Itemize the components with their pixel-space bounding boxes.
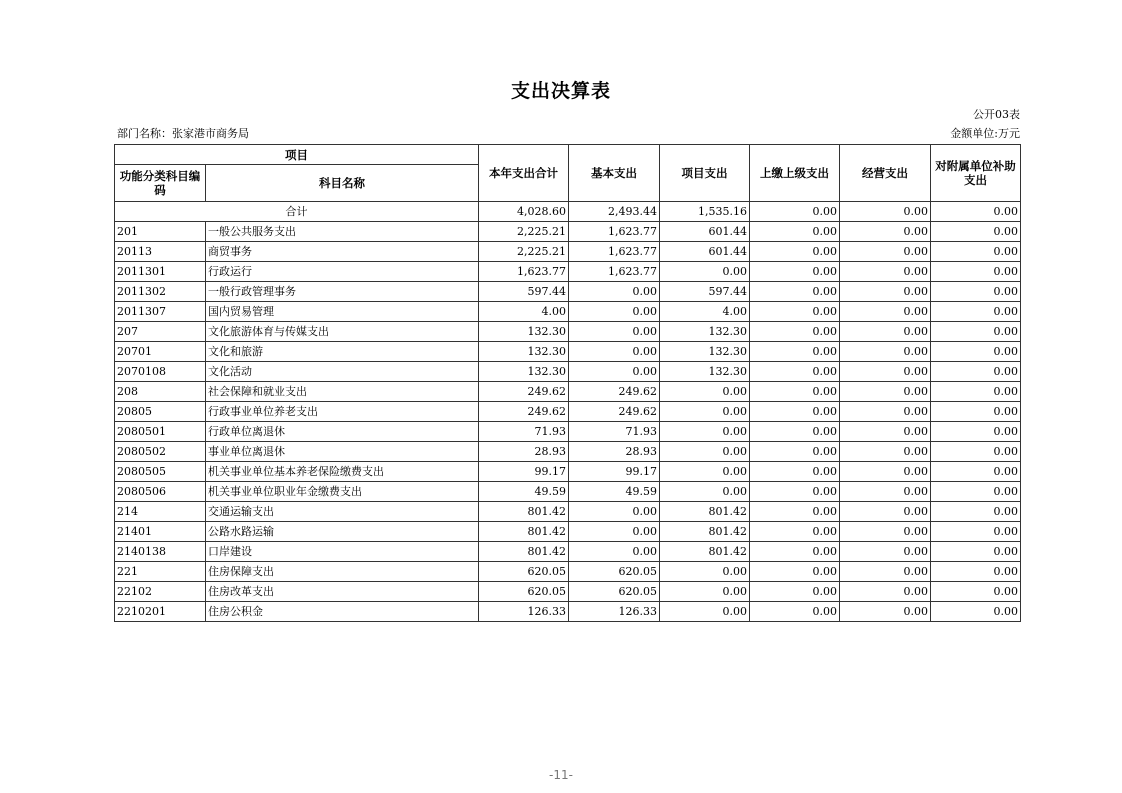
upper-level-cell: 0.00 xyxy=(750,262,840,282)
subject-name-cell: 文化和旅游 xyxy=(206,342,479,362)
function-code-cell: 2080506 xyxy=(115,482,206,502)
subsidiary-cell: 0.00 xyxy=(931,262,1021,282)
subsidiary-cell: 0.00 xyxy=(931,382,1021,402)
business-cell: 0.00 xyxy=(840,402,931,422)
business-cell: 0.00 xyxy=(840,342,931,362)
total-cell: 132.30 xyxy=(479,342,569,362)
business-cell: 0.00 xyxy=(840,542,931,562)
table-row xyxy=(115,222,1021,242)
subject-name-cell: 公路水路运输 xyxy=(206,522,479,542)
business-cell: 0.00 xyxy=(840,422,931,442)
total-cell: 249.62 xyxy=(479,402,569,422)
table-row xyxy=(115,582,1021,602)
subsidiary-cell: 0.00 xyxy=(931,522,1021,542)
business-cell: 0.00 xyxy=(840,522,931,542)
total-cell: 4.00 xyxy=(479,302,569,322)
basic-cell: 49.59 xyxy=(569,482,660,502)
subsidiary-cell: 0.00 xyxy=(931,242,1021,262)
business-cell: 0.00 xyxy=(840,262,931,282)
table-row xyxy=(115,422,1021,442)
subject-name-cell: 机关事业单位基本养老保险缴费支出 xyxy=(206,462,479,482)
subsidiary-cell: 0.00 xyxy=(931,322,1021,342)
business-cell: 0.00 xyxy=(840,462,931,482)
table-row xyxy=(115,542,1021,562)
project-cell: 0.00 xyxy=(660,462,750,482)
business-cell: 0.00 xyxy=(840,382,931,402)
business-cell: 0.00 xyxy=(840,582,931,602)
subject-name-cell: 行政运行 xyxy=(206,262,479,282)
project-cell: 601.44 xyxy=(660,242,750,262)
basic-cell: 28.93 xyxy=(569,442,660,462)
function-code-header: 功能分类科目编码 xyxy=(115,165,206,202)
page-title: 支出决算表 xyxy=(510,80,611,102)
function-code-cell: 221 xyxy=(115,562,206,582)
function-code-cell: 2080505 xyxy=(115,462,206,482)
table-row xyxy=(115,342,1021,362)
business-cell: 0.00 xyxy=(840,222,931,242)
table-row xyxy=(115,322,1021,342)
basic-cell: 0.00 xyxy=(569,502,660,522)
subsidiary-cell: 0.00 xyxy=(931,442,1021,462)
table-row xyxy=(115,602,1021,622)
function-code-cell: 214 xyxy=(115,502,206,522)
subsidiary-cell: 0.00 xyxy=(931,502,1021,522)
subject-name-cell: 事业单位离退休 xyxy=(206,442,479,462)
basic-cell: 0.00 xyxy=(569,362,660,382)
project-cell: 0.00 xyxy=(660,482,750,502)
total-cell: 71.93 xyxy=(479,422,569,442)
total-cell: 28.93 xyxy=(479,442,569,462)
upper-level-cell: 0.00 xyxy=(750,402,840,422)
function-code-cell: 2080501 xyxy=(115,422,206,442)
project-cell: 597.44 xyxy=(660,282,750,302)
total-cell: 0.00 xyxy=(840,202,931,222)
project-cell: 0.00 xyxy=(660,582,750,602)
upper-level-cell: 0.00 xyxy=(750,562,840,582)
function-code-cell: 20701 xyxy=(115,342,206,362)
subject-name-cell: 住房公积金 xyxy=(206,602,479,622)
function-code-cell: 22102 xyxy=(115,582,206,602)
table-row xyxy=(115,302,1021,322)
upper-level-cell: 0.00 xyxy=(750,242,840,262)
total-cell: 126.33 xyxy=(479,602,569,622)
project-cell: 0.00 xyxy=(660,602,750,622)
basic-cell: 0.00 xyxy=(569,282,660,302)
total-cell: 1,535.16 xyxy=(660,202,750,222)
basic-expenditure-header: 基本支出 xyxy=(569,145,660,202)
subject-name-cell: 住房改革支出 xyxy=(206,582,479,602)
basic-cell: 0.00 xyxy=(569,322,660,342)
subject-name-cell: 国内贸易管理 xyxy=(206,302,479,322)
upper-level-cell: 0.00 xyxy=(750,302,840,322)
function-code-cell: 2011307 xyxy=(115,302,206,322)
function-code-cell: 2011301 xyxy=(115,262,206,282)
subsidiary-cell: 0.00 xyxy=(931,302,1021,322)
form-number: 公开03表 xyxy=(973,108,1020,121)
basic-cell: 1,623.77 xyxy=(569,262,660,282)
upper-level-cell: 0.00 xyxy=(750,322,840,342)
function-code-cell: 2080502 xyxy=(115,442,206,462)
basic-cell: 620.05 xyxy=(569,562,660,582)
subject-name-cell: 机关事业单位职业年金缴费支出 xyxy=(206,482,479,502)
amount-unit-label: 金额单位:万元 xyxy=(950,127,1020,140)
basic-cell: 249.62 xyxy=(569,382,660,402)
subject-name-cell: 交通运输支出 xyxy=(206,502,479,522)
function-code-cell: 20113 xyxy=(115,242,206,262)
table-row xyxy=(115,242,1021,262)
total-cell: 132.30 xyxy=(479,362,569,382)
table-row xyxy=(115,502,1021,522)
table-row xyxy=(115,262,1021,282)
table-row xyxy=(115,282,1021,302)
total-expenditure-header: 本年支出合计 xyxy=(479,145,569,202)
subsidiary-cell: 0.00 xyxy=(931,422,1021,442)
subsidiary-cell: 0.00 xyxy=(931,402,1021,422)
subject-name-cell: 行政事业单位养老支出 xyxy=(206,402,479,422)
subject-name-cell: 文化活动 xyxy=(206,362,479,382)
upper-level-cell: 0.00 xyxy=(750,542,840,562)
project-cell: 132.30 xyxy=(660,322,750,342)
page-number: -11- xyxy=(549,768,573,782)
basic-cell: 71.93 xyxy=(569,422,660,442)
function-code-cell: 2070108 xyxy=(115,362,206,382)
total-cell: 99.17 xyxy=(479,462,569,482)
upper-level-cell: 0.00 xyxy=(750,282,840,302)
basic-cell: 249.62 xyxy=(569,402,660,422)
subsidiary-cell: 0.00 xyxy=(931,222,1021,242)
total-cell: 249.62 xyxy=(479,382,569,402)
total-cell: 132.30 xyxy=(479,322,569,342)
total-cell: 620.05 xyxy=(479,582,569,602)
function-code-cell: 2011302 xyxy=(115,282,206,302)
project-header: 项目 xyxy=(115,145,479,165)
subject-name-cell: 一般行政管理事务 xyxy=(206,282,479,302)
basic-cell: 0.00 xyxy=(569,342,660,362)
upper-level-cell: 0.00 xyxy=(750,602,840,622)
basic-cell: 1,623.77 xyxy=(569,222,660,242)
total-cell: 2,225.21 xyxy=(479,242,569,262)
total-label: 合计 xyxy=(115,202,479,222)
total-cell: 801.42 xyxy=(479,502,569,522)
subject-name-cell: 文化旅游体育与传媒支出 xyxy=(206,322,479,342)
subject-name-cell: 行政单位离退休 xyxy=(206,422,479,442)
business-cell: 0.00 xyxy=(840,482,931,502)
upper-level-cell: 0.00 xyxy=(750,362,840,382)
total-cell: 49.59 xyxy=(479,482,569,502)
project-cell: 0.00 xyxy=(660,442,750,462)
basic-cell: 0.00 xyxy=(569,522,660,542)
upper-level-cell: 0.00 xyxy=(750,442,840,462)
upper-level-expenditure-header: 上缴上级支出 xyxy=(750,145,840,202)
project-cell: 0.00 xyxy=(660,402,750,422)
basic-cell: 1,623.77 xyxy=(569,242,660,262)
subsidiary-expenditure-header: 对附属单位补助支出 xyxy=(931,145,1021,202)
subsidiary-cell: 0.00 xyxy=(931,462,1021,482)
business-cell: 0.00 xyxy=(840,442,931,462)
subsidiary-cell: 0.00 xyxy=(931,562,1021,582)
business-expenditure-header: 经营支出 xyxy=(840,145,931,202)
subsidiary-cell: 0.00 xyxy=(931,602,1021,622)
upper-level-cell: 0.00 xyxy=(750,422,840,442)
total-cell: 2,225.21 xyxy=(479,222,569,242)
upper-level-cell: 0.00 xyxy=(750,222,840,242)
subsidiary-cell: 0.00 xyxy=(931,582,1021,602)
basic-cell: 126.33 xyxy=(569,602,660,622)
table-row xyxy=(115,402,1021,422)
subsidiary-cell: 0.00 xyxy=(931,282,1021,302)
table-row xyxy=(115,522,1021,542)
basic-cell: 620.05 xyxy=(569,582,660,602)
business-cell: 0.00 xyxy=(840,322,931,342)
total-cell: 801.42 xyxy=(479,522,569,542)
basic-cell: 0.00 xyxy=(569,302,660,322)
subject-name-cell: 口岸建设 xyxy=(206,542,479,562)
subsidiary-cell: 0.00 xyxy=(931,482,1021,502)
subsidiary-cell: 0.00 xyxy=(931,542,1021,562)
subject-name-cell: 社会保障和就业支出 xyxy=(206,382,479,402)
business-cell: 0.00 xyxy=(840,302,931,322)
project-cell: 0.00 xyxy=(660,382,750,402)
project-cell: 0.00 xyxy=(660,562,750,582)
subject-name-header: 科目名称 xyxy=(206,165,479,202)
total-cell: 1,623.77 xyxy=(479,262,569,282)
project-cell: 132.30 xyxy=(660,342,750,362)
table-row xyxy=(115,362,1021,382)
basic-cell: 0.00 xyxy=(569,542,660,562)
business-cell: 0.00 xyxy=(840,242,931,262)
function-code-cell: 208 xyxy=(115,382,206,402)
basic-cell: 99.17 xyxy=(569,462,660,482)
upper-level-cell: 0.00 xyxy=(750,582,840,602)
function-code-cell: 20805 xyxy=(115,402,206,422)
department-label: 部门名称：张家港市商务局 xyxy=(117,127,249,140)
upper-level-cell: 0.00 xyxy=(750,342,840,362)
function-code-cell: 21401 xyxy=(115,522,206,542)
project-expenditure-header: 项目支出 xyxy=(660,145,750,202)
total-cell: 0.00 xyxy=(750,202,840,222)
business-cell: 0.00 xyxy=(840,602,931,622)
total-row xyxy=(115,202,1021,222)
business-cell: 0.00 xyxy=(840,562,931,582)
expenditure-table xyxy=(114,144,1021,622)
subject-name-cell: 一般公共服务支出 xyxy=(206,222,479,242)
business-cell: 0.00 xyxy=(840,502,931,522)
project-cell: 801.42 xyxy=(660,522,750,542)
table-row xyxy=(115,562,1021,582)
upper-level-cell: 0.00 xyxy=(750,522,840,542)
total-cell: 801.42 xyxy=(479,542,569,562)
business-cell: 0.00 xyxy=(840,282,931,302)
upper-level-cell: 0.00 xyxy=(750,502,840,522)
project-cell: 601.44 xyxy=(660,222,750,242)
upper-level-cell: 0.00 xyxy=(750,482,840,502)
total-cell: 2,493.44 xyxy=(569,202,660,222)
total-cell: 4,028.60 xyxy=(479,202,569,222)
upper-level-cell: 0.00 xyxy=(750,462,840,482)
project-cell: 0.00 xyxy=(660,422,750,442)
subsidiary-cell: 0.00 xyxy=(931,342,1021,362)
table-row xyxy=(115,442,1021,462)
project-cell: 132.30 xyxy=(660,362,750,382)
subject-name-cell: 住房保障支出 xyxy=(206,562,479,582)
total-cell: 597.44 xyxy=(479,282,569,302)
table-row xyxy=(115,462,1021,482)
table-row xyxy=(115,482,1021,502)
project-cell: 0.00 xyxy=(660,262,750,282)
function-code-cell: 2140138 xyxy=(115,542,206,562)
subject-name-cell: 商贸事务 xyxy=(206,242,479,262)
function-code-cell: 201 xyxy=(115,222,206,242)
project-cell: 801.42 xyxy=(660,542,750,562)
table-row xyxy=(115,382,1021,402)
upper-level-cell: 0.00 xyxy=(750,382,840,402)
subsidiary-cell: 0.00 xyxy=(931,362,1021,382)
project-cell: 801.42 xyxy=(660,502,750,522)
project-cell: 4.00 xyxy=(660,302,750,322)
total-cell: 620.05 xyxy=(479,562,569,582)
function-code-cell: 207 xyxy=(115,322,206,342)
business-cell: 0.00 xyxy=(840,362,931,382)
function-code-cell: 2210201 xyxy=(115,602,206,622)
total-cell: 0.00 xyxy=(931,202,1021,222)
